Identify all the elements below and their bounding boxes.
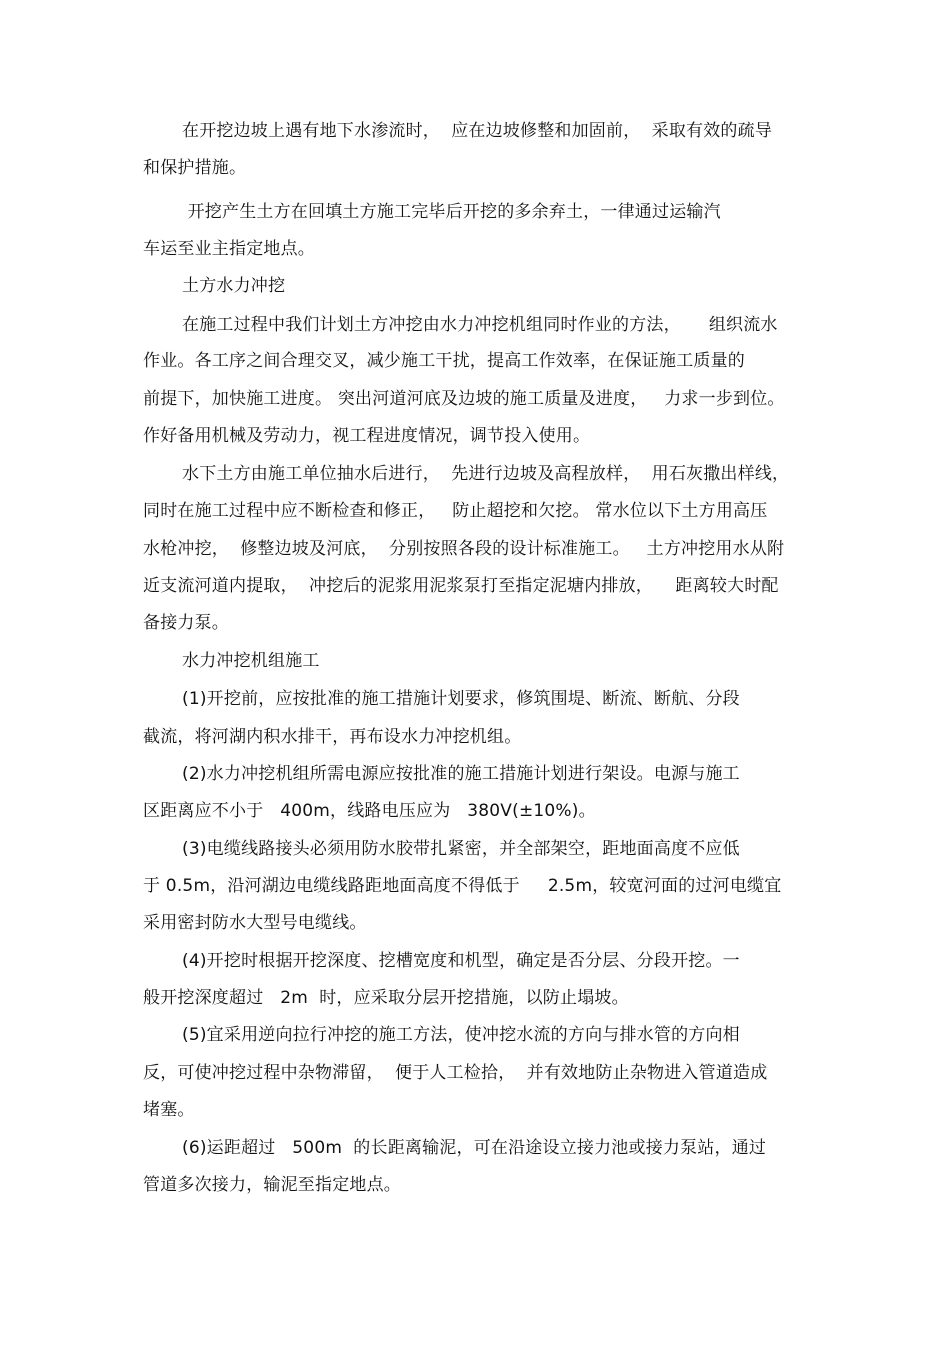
- text-line: (3)电缆线路接头必须用防水胶带扎紧密，并全部架空，距地面高度不应低: [182, 839, 740, 859]
- section-heading: 土方水力冲挖: [182, 276, 286, 296]
- text-line: (2)水力冲挖机组所需电源应按批准的施工措施计划进行架设。电源与施工: [182, 764, 740, 784]
- text-line: (5)宜采用逆向拉行冲挖的施工方法，使冲挖水流的方向与排水管的方向相: [182, 1025, 740, 1045]
- text-line: 开挖产生土方在回填土方施工完毕后开挖的多余弃土，一律通过运输汽: [182, 202, 721, 222]
- text-line: 车运至业主指定地点。: [143, 239, 315, 259]
- text-line: 管道多次接力，输泥至指定地点。: [143, 1175, 401, 1195]
- text-line: 同时在施工过程中应不断检查和修正， 防止超挖和欠挖。 常水位以下土方用高压: [143, 501, 768, 521]
- text-line: 近支流河道内提取， 冲挖后的泥浆用泥浆泵打至指定泥塘内排放， 距离较大时配: [143, 576, 779, 596]
- text-line: (6)运距超过 500m 的长距离输泥，可在沿途设立接力池或接力泵站，通过: [182, 1138, 767, 1158]
- text-line: 水下土方由施工单位抽水后进行， 先进行边坡及高程放样， 用石灰撒出样线，: [182, 464, 790, 484]
- text-line: 于 0.5m，沿河湖边电缆线路距地面高度不得低于 2.5m，较宽河面的过河电缆宜: [143, 876, 782, 896]
- text-line: 般开挖深度超过 2m 时，应采取分层开挖措施，以防止塌坡。: [143, 988, 629, 1008]
- text-line: 在开挖边坡上遇有地下水渗流时， 应在边坡修整和加固前， 采取有效的疏导: [182, 121, 773, 141]
- text-line: 区距离应不小于 400m，线路电压应为 380V(±10%)。: [143, 801, 596, 821]
- text-line: 截流，将河湖内积水排干，再布设水力冲挖机组。: [143, 727, 522, 747]
- text-line: 前提下，加快施工进度。 突出河道河底及边坡的施工质量及进度， 力求一步到位。: [143, 389, 785, 409]
- text-line: 和保护措施。: [143, 158, 247, 178]
- text-line: (4)开挖时根据开挖深度、挖槽宽度和机型，确定是否分层、分段开挖。一: [182, 951, 740, 971]
- text-line: 反，可使冲挖过程中杂物滞留， 便于人工检拾， 并有效地防止杂物进入管道造成: [143, 1063, 768, 1083]
- text-line: (1)开挖前，应按批准的施工措施计划要求，修筑围堤、断流、断航、分段: [182, 689, 740, 709]
- text-line: 采用密封防水大型号电缆线。: [143, 913, 367, 933]
- text-line: 作好备用机械及劳动力，视工程进度情况，调节投入使用。: [143, 426, 591, 446]
- text-line: 水枪冲挖， 修整边坡及河底， 分别按照各段的设计标准施工。 土方冲挖用水从附: [143, 539, 785, 559]
- text-line: 堵塞。: [143, 1100, 195, 1120]
- text-line: 备接力泵。: [143, 613, 229, 633]
- section-heading: 水力冲挖机组施工: [182, 651, 320, 671]
- text-line: 在施工过程中我们计划土方冲挖由水力冲挖机组同时作业的方法， 组织流水: [182, 315, 778, 335]
- text-line: 作业。各工序之间合理交叉，减少施工干扰，提高工作效率，在保证施工质量的: [143, 351, 745, 371]
